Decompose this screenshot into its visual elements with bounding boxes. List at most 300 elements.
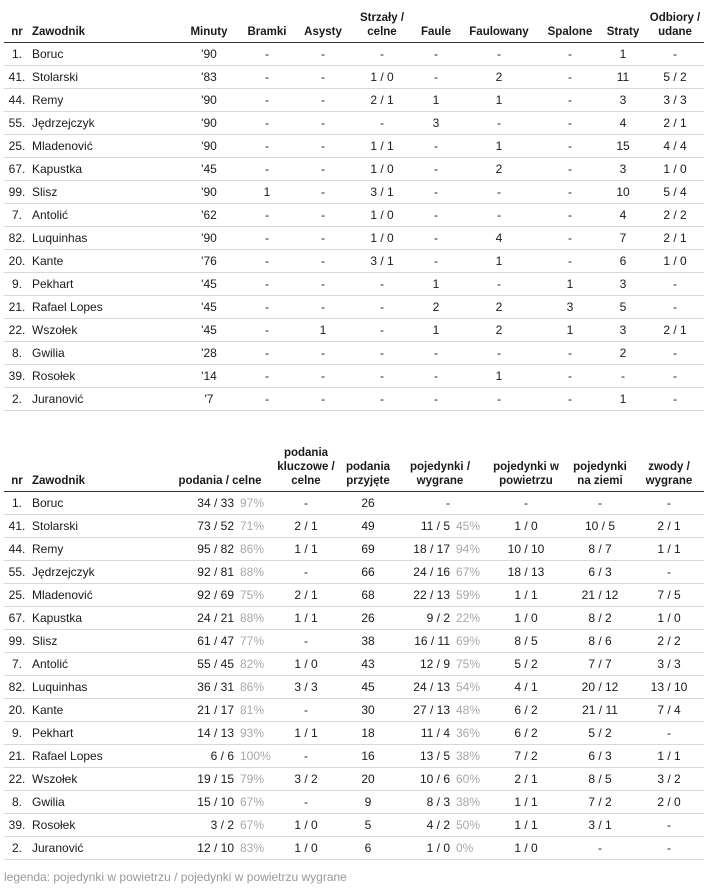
cell-goals: - [238, 364, 296, 387]
cell-passes-received: 43 [342, 653, 394, 676]
cell-ground-duels: 20 / 12 [566, 676, 634, 699]
cell-minutes: '62 [180, 203, 238, 226]
duels-win-rate: 59% [456, 588, 481, 602]
duels-value: 16 / 11 [414, 634, 450, 648]
duels-win-rate: 54% [456, 680, 481, 694]
cell-player: Gwilia [30, 791, 170, 814]
duels-value: 13 / 5 [419, 749, 450, 763]
header-aerial-duels: pojedynki w powietrzu [486, 446, 566, 492]
cell-fouls: - [414, 364, 458, 387]
cell-duels [394, 492, 486, 515]
passes-value: 12 / 10 [197, 841, 234, 855]
cell-ground-duels: 8 / 6 [566, 630, 634, 653]
cell-fouls: - [414, 341, 458, 364]
cell-offsides: - [540, 203, 600, 226]
passes-accuracy: 97% [240, 496, 265, 510]
cell-dribbles: - [634, 492, 704, 515]
cell-nr: 44. [4, 88, 30, 111]
cell-passes-received: 69 [342, 538, 394, 561]
table-row [4, 630, 704, 653]
cell-offsides: - [540, 249, 600, 272]
cell-aerial-duels: 1 / 1 [486, 791, 566, 814]
passes-value: 92 / 69 [197, 588, 234, 602]
cell-dribbles: 1 / 1 [634, 538, 704, 561]
cell-nr: 21. [4, 745, 30, 768]
duels-value: 24 / 13 [413, 680, 450, 694]
cell-offsides: - [540, 111, 600, 134]
duels-value: 12 / 9 [419, 657, 450, 671]
cell-minutes: '45 [180, 318, 238, 341]
cell-nr: 25. [4, 134, 30, 157]
table-legend: legenda: pojedynki w powietrzu / pojedynki w powietrzu wygrane [4, 870, 347, 884]
cell-goals: - [238, 157, 296, 180]
cell-player: Rafael Lopes [30, 295, 180, 318]
cell-offsides: - [540, 134, 600, 157]
cell-shots: 2 / 1 [350, 88, 414, 111]
header-offsides: Spalone [540, 4, 600, 42]
cell-passes [170, 653, 270, 676]
cell-nr: 20. [4, 699, 30, 722]
cell-dribbles: - [634, 722, 704, 745]
cell-assists: - [296, 42, 350, 65]
duels-win-rate: 36% [456, 726, 481, 740]
header-player: Zawodnik [30, 446, 170, 492]
header-fouls: Faule [414, 4, 458, 42]
cell-minutes: '76 [180, 249, 238, 272]
passes-accuracy: 83% [240, 841, 265, 855]
cell-nr: 9. [4, 272, 30, 295]
duels-win-rate: 75% [456, 657, 481, 671]
passes-value: 34 / 33 [197, 496, 234, 510]
cell-tackles: 3 / 3 [646, 88, 704, 111]
duels-value: 22 / 13 [413, 588, 450, 602]
table-row [4, 584, 704, 607]
cell-fouls: - [414, 203, 458, 226]
cell-aerial-duels: 1 / 0 [486, 607, 566, 630]
passes-value: 21 / 17 [197, 703, 234, 717]
cell-ground-duels: 21 / 11 [566, 699, 634, 722]
cell-aerial-duels: 1 / 0 [486, 515, 566, 538]
cell-fouls: - [414, 65, 458, 88]
cell-tackles: 5 / 2 [646, 65, 704, 88]
cell-losses: - [600, 364, 646, 387]
cell-nr: 20. [4, 249, 30, 272]
cell-nr: 99. [4, 180, 30, 203]
cell-goals: - [238, 318, 296, 341]
cell-passes-received: 6 [342, 837, 394, 860]
cell-nr: 44. [4, 538, 30, 561]
cell-tackles: - [646, 387, 704, 410]
cell-fouls: - [414, 387, 458, 410]
cell-passes [170, 814, 270, 837]
cell-aerial-duels: 1 / 0 [486, 837, 566, 860]
cell-nr: 21. [4, 295, 30, 318]
table-row [4, 387, 704, 410]
table-row [4, 561, 704, 584]
cell-assists: - [296, 88, 350, 111]
passes-value: 14 / 13 [197, 726, 234, 740]
cell-player: Jędrzejczyk [30, 111, 180, 134]
cell-fouls: 1 [414, 272, 458, 295]
passes-accuracy: 88% [240, 611, 265, 625]
match-stats-table [4, 4, 704, 411]
cell-player: Jędrzejczyk [30, 561, 170, 584]
cell-losses: 15 [600, 134, 646, 157]
cell-minutes: '14 [180, 364, 238, 387]
cell-tackles: - [646, 295, 704, 318]
cell-duels [394, 791, 486, 814]
cell-ground-duels: 7 / 7 [566, 653, 634, 676]
cell-player: Antolić [30, 203, 180, 226]
cell-nr: 8. [4, 341, 30, 364]
cell-player: Boruc [30, 492, 170, 515]
cell-duels [394, 630, 486, 653]
cell-shots: 1 / 0 [350, 203, 414, 226]
passes-accuracy: 81% [240, 703, 265, 717]
cell-fouls: - [414, 42, 458, 65]
cell-passes-received: 68 [342, 584, 394, 607]
cell-player: Mladenović [30, 134, 180, 157]
cell-nr: 39. [4, 814, 30, 837]
cell-player: Pekhart [30, 722, 170, 745]
cell-player: Kapustka [30, 607, 170, 630]
cell-minutes: '45 [180, 272, 238, 295]
cell-player: Antolić [30, 653, 170, 676]
cell-passes-received: 49 [342, 515, 394, 538]
cell-losses: 4 [600, 111, 646, 134]
cell-passes-received: 66 [342, 561, 394, 584]
cell-offsides: - [540, 157, 600, 180]
cell-player: Stolarski [30, 65, 180, 88]
table-row [4, 111, 704, 134]
cell-fouls: 2 [414, 295, 458, 318]
cell-assists: - [296, 226, 350, 249]
header-dribbles: zwody / wygrane [634, 446, 704, 492]
cell-shots: - [350, 387, 414, 410]
cell-ground-duels: 21 / 12 [566, 584, 634, 607]
header-assists: Asysty [296, 4, 350, 42]
cell-dribbles: 1 / 1 [634, 745, 704, 768]
cell-fouled: - [458, 387, 540, 410]
cell-passes [170, 630, 270, 653]
cell-shots: - [350, 364, 414, 387]
cell-player: Slisz [30, 180, 180, 203]
header-nr: nr [4, 4, 30, 42]
cell-fouled: - [458, 42, 540, 65]
cell-fouled: 4 [458, 226, 540, 249]
table-row [4, 65, 704, 88]
cell-player: Luquinhas [30, 676, 170, 699]
cell-goals: - [238, 387, 296, 410]
cell-assists: - [296, 180, 350, 203]
cell-offsides: - [540, 226, 600, 249]
cell-duels [394, 653, 486, 676]
cell-passes [170, 538, 270, 561]
cell-nr: 41. [4, 515, 30, 538]
cell-assists: - [296, 341, 350, 364]
cell-ground-duels: 8 / 7 [566, 538, 634, 561]
cell-player: Rosołek [30, 364, 180, 387]
cell-duels [394, 722, 486, 745]
header-losses: Straty [600, 4, 646, 42]
cell-passes [170, 837, 270, 860]
cell-goals: 1 [238, 180, 296, 203]
cell-shots: 1 / 0 [350, 157, 414, 180]
cell-key-passes: 1 / 0 [270, 814, 342, 837]
cell-key-passes: - [270, 561, 342, 584]
passes-value: 15 / 10 [197, 795, 234, 809]
passes-accuracy: 82% [240, 657, 265, 671]
cell-key-passes: 2 / 1 [270, 584, 342, 607]
cell-passes-received: 18 [342, 722, 394, 745]
table-row [4, 249, 704, 272]
cell-passes-received: 20 [342, 768, 394, 791]
cell-minutes: '90 [180, 111, 238, 134]
header-minutes: Minuty [180, 4, 238, 42]
cell-fouled: 1 [458, 249, 540, 272]
cell-player: Boruc [30, 42, 180, 65]
cell-tackles: 2 / 2 [646, 203, 704, 226]
cell-tackles: 2 / 1 [646, 318, 704, 341]
cell-minutes: '28 [180, 341, 238, 364]
cell-duels [394, 814, 486, 837]
passes-value: 61 / 47 [197, 634, 234, 648]
table-row [4, 42, 704, 65]
cell-fouls: - [414, 134, 458, 157]
cell-goals: - [238, 249, 296, 272]
cell-tackles: 2 / 1 [646, 111, 704, 134]
cell-shots: - [350, 318, 414, 341]
duels-win-rate: 38% [456, 749, 481, 763]
table-row [4, 653, 704, 676]
cell-player: Remy [30, 88, 180, 111]
cell-fouled: - [458, 180, 540, 203]
cell-assists: - [296, 387, 350, 410]
passes-value: 36 / 31 [197, 680, 234, 694]
cell-aerial-duels: 18 / 13 [486, 561, 566, 584]
cell-player: Wszołek [30, 318, 180, 341]
cell-minutes: '90 [180, 180, 238, 203]
table-row [4, 515, 704, 538]
cell-minutes: '90 [180, 88, 238, 111]
cell-ground-duels: - [566, 837, 634, 860]
cell-nr: 9. [4, 722, 30, 745]
cell-duels [394, 699, 486, 722]
cell-offsides: 3 [540, 295, 600, 318]
cell-key-passes: 1 / 0 [270, 837, 342, 860]
table-row [4, 722, 704, 745]
cell-duels [394, 607, 486, 630]
cell-passes-received: 9 [342, 791, 394, 814]
cell-key-passes: 1 / 1 [270, 538, 342, 561]
passes-accuracy: 79% [240, 772, 265, 786]
cell-losses: 1 [600, 387, 646, 410]
cell-losses: 3 [600, 88, 646, 111]
passes-value: 55 / 45 [197, 657, 234, 671]
cell-fouled: 1 [458, 134, 540, 157]
cell-tackles: - [646, 272, 704, 295]
cell-dribbles: 3 / 2 [634, 768, 704, 791]
duels-win-rate: 0% [456, 841, 474, 855]
passes-value: 3 / 2 [210, 818, 234, 832]
table-row [4, 837, 704, 860]
cell-nr: 39. [4, 364, 30, 387]
cell-offsides: - [540, 42, 600, 65]
cell-fouls: 1 [414, 88, 458, 111]
cell-nr: 67. [4, 607, 30, 630]
passes-accuracy: 100% [240, 749, 271, 763]
cell-assists: - [296, 272, 350, 295]
header-shots: Strzały / celne [350, 4, 414, 42]
cell-nr: 82. [4, 226, 30, 249]
cell-aerial-duels: 5 / 2 [486, 653, 566, 676]
cell-dribbles: 2 / 1 [634, 515, 704, 538]
cell-losses: 2 [600, 341, 646, 364]
header-ground-duels: pojedynki na ziemi [566, 446, 634, 492]
passes-accuracy: 67% [240, 795, 265, 809]
cell-shots: 1 / 0 [350, 226, 414, 249]
cell-aerial-duels: - [486, 492, 566, 515]
cell-losses: 7 [600, 226, 646, 249]
cell-key-passes: - [270, 492, 342, 515]
cell-shots: 3 / 1 [350, 249, 414, 272]
cell-aerial-duels: 1 / 1 [486, 814, 566, 837]
cell-fouled: 2 [458, 157, 540, 180]
cell-fouled: 2 [458, 65, 540, 88]
cell-nr: 1. [4, 42, 30, 65]
cell-key-passes: 3 / 3 [270, 676, 342, 699]
cell-aerial-duels: 2 / 1 [486, 768, 566, 791]
header-player: Zawodnik [30, 4, 180, 42]
cell-assists: - [296, 134, 350, 157]
cell-passes-received: 5 [342, 814, 394, 837]
duels-value: 27 / 13 [413, 703, 450, 717]
cell-goals: - [238, 65, 296, 88]
passes-accuracy: 93% [240, 726, 265, 740]
cell-tackles: 1 / 0 [646, 157, 704, 180]
cell-passes-received: 38 [342, 630, 394, 653]
cell-nr: 1. [4, 492, 30, 515]
duels-value: 10 / 6 [419, 772, 450, 786]
cell-duels [394, 837, 486, 860]
passes-value: 24 / 21 [197, 611, 234, 625]
cell-assists: - [296, 157, 350, 180]
cell-duels [394, 745, 486, 768]
cell-passes-received: 45 [342, 676, 394, 699]
cell-fouled: 2 [458, 295, 540, 318]
table-row [4, 295, 704, 318]
cell-passes-received: 30 [342, 699, 394, 722]
cell-minutes: '83 [180, 65, 238, 88]
cell-dribbles: - [634, 814, 704, 837]
cell-nr: 7. [4, 203, 30, 226]
table-row [4, 791, 704, 814]
cell-shots: 1 / 0 [350, 65, 414, 88]
table-row [4, 88, 704, 111]
cell-key-passes: 3 / 2 [270, 768, 342, 791]
cell-dribbles: 1 / 0 [634, 607, 704, 630]
cell-nr: 2. [4, 387, 30, 410]
cell-key-passes: 1 / 1 [270, 607, 342, 630]
cell-duels [394, 584, 486, 607]
cell-ground-duels: 7 / 2 [566, 791, 634, 814]
passes-value: 73 / 52 [197, 519, 234, 533]
passes-value: 95 / 82 [197, 542, 234, 556]
table-row [4, 180, 704, 203]
header-passes: podania / celne [170, 446, 270, 492]
cell-offsides: - [540, 364, 600, 387]
cell-shots: - [350, 272, 414, 295]
cell-assists: - [296, 111, 350, 134]
cell-minutes: '45 [180, 157, 238, 180]
header-goals: Bramki [238, 4, 296, 42]
cell-ground-duels: 5 / 2 [566, 722, 634, 745]
cell-losses: 4 [600, 203, 646, 226]
cell-duels [394, 561, 486, 584]
passes-value: 92 / 81 [197, 565, 234, 579]
duels-value: 11 / 4 [420, 726, 450, 740]
cell-passes [170, 607, 270, 630]
table-row [4, 318, 704, 341]
duels-win-rate: 48% [456, 703, 481, 717]
cell-fouled: 1 [458, 88, 540, 111]
cell-goals: - [238, 42, 296, 65]
cell-goals: - [238, 272, 296, 295]
duels-win-rate: 67% [456, 565, 481, 579]
table-row [4, 203, 704, 226]
cell-tackles: 1 / 0 [646, 249, 704, 272]
cell-losses: 1 [600, 42, 646, 65]
passes-accuracy: 88% [240, 565, 265, 579]
cell-fouls: 3 [414, 111, 458, 134]
passes-value: 6 / 6 [210, 749, 234, 763]
cell-passes [170, 699, 270, 722]
table-row [4, 492, 704, 515]
cell-player: Mladenović [30, 584, 170, 607]
duels-value: 4 / 2 [426, 818, 450, 832]
cell-ground-duels: 6 / 3 [566, 561, 634, 584]
duels-win-rate: 94% [456, 542, 481, 556]
table-header-row [4, 446, 704, 492]
table-row [4, 134, 704, 157]
cell-minutes: '90 [180, 42, 238, 65]
cell-ground-duels: 8 / 2 [566, 607, 634, 630]
cell-player: Juranović [30, 387, 180, 410]
cell-aerial-duels: 6 / 2 [486, 699, 566, 722]
duels-value: 11 / 5 [420, 519, 450, 533]
cell-fouled: - [458, 111, 540, 134]
cell-losses: 3 [600, 318, 646, 341]
cell-passes-received: 26 [342, 492, 394, 515]
cell-nr: 22. [4, 318, 30, 341]
cell-tackles: 4 / 4 [646, 134, 704, 157]
cell-shots: 3 / 1 [350, 180, 414, 203]
cell-passes [170, 584, 270, 607]
duels-win-rate: 50% [456, 818, 481, 832]
passes-accuracy: 77% [240, 634, 265, 648]
cell-assists: - [296, 65, 350, 88]
cell-dribbles: - [634, 837, 704, 860]
table-row [4, 272, 704, 295]
cell-tackles: 2 / 1 [646, 226, 704, 249]
cell-shots: 1 / 1 [350, 134, 414, 157]
cell-player: Stolarski [30, 515, 170, 538]
cell-offsides: - [540, 180, 600, 203]
cell-key-passes: - [270, 630, 342, 653]
table-row [4, 814, 704, 837]
cell-assists: - [296, 364, 350, 387]
cell-losses: 10 [600, 180, 646, 203]
